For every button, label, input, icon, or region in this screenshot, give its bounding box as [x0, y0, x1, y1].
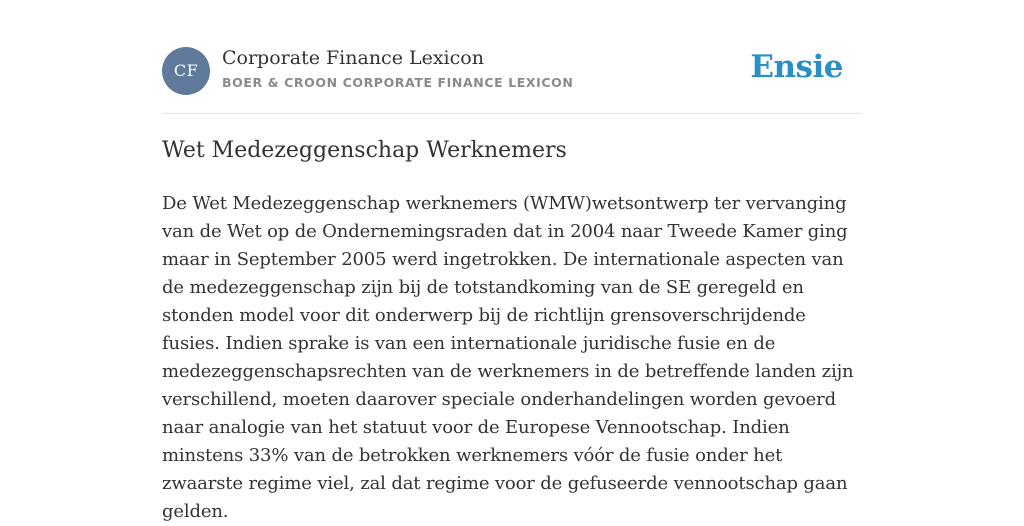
entry-title: Wet Medezeggenschap Werknemers — [162, 138, 567, 163]
entry-definition: De Wet Medezeggenschap werknemers (WMW)wetsontwerp ter vervanging van de Wet op de Ondernemingsraden dat in 2004 naar Tweede Kamer ging maar in September 2005 werd ingetrokken. De internationale aspecten van de medezeggenschap zijn bij de totstandkoming van de SE geregeld en stonden model voor dit onderwerp bij de richtlijn grensoverschrijdende fusies. Indien sprake is van een internationale juridische fusie en de medezeggenschapsrechten van de werknemers in de betreffende landen zijn verschillend, moeten daarover speciale onderhandelingen worden gevoerd naar analogie van het statuut voor de Europese Vennootschap. Indien minstens 33% van de betrokken werknemers vóór de fusie onder het zwaarste regime viel, zal dat regime voor de gefuseerde vennootschap gaan gelden. — [162, 193, 854, 522]
lexicon-avatar[interactable]: CF — [162, 47, 210, 95]
page — [162, 0, 862, 522]
lexicon-header — [162, 46, 862, 96]
ensie-logo-link[interactable]: Ensie — [750, 49, 843, 85]
header-divider — [162, 113, 862, 114]
lexicon-title-link[interactable]: Corporate Finance Lexicon — [222, 47, 484, 69]
lexicon-subtitle: BOER & CROON CORPORATE FINANCE LEXICON — [222, 75, 574, 90]
